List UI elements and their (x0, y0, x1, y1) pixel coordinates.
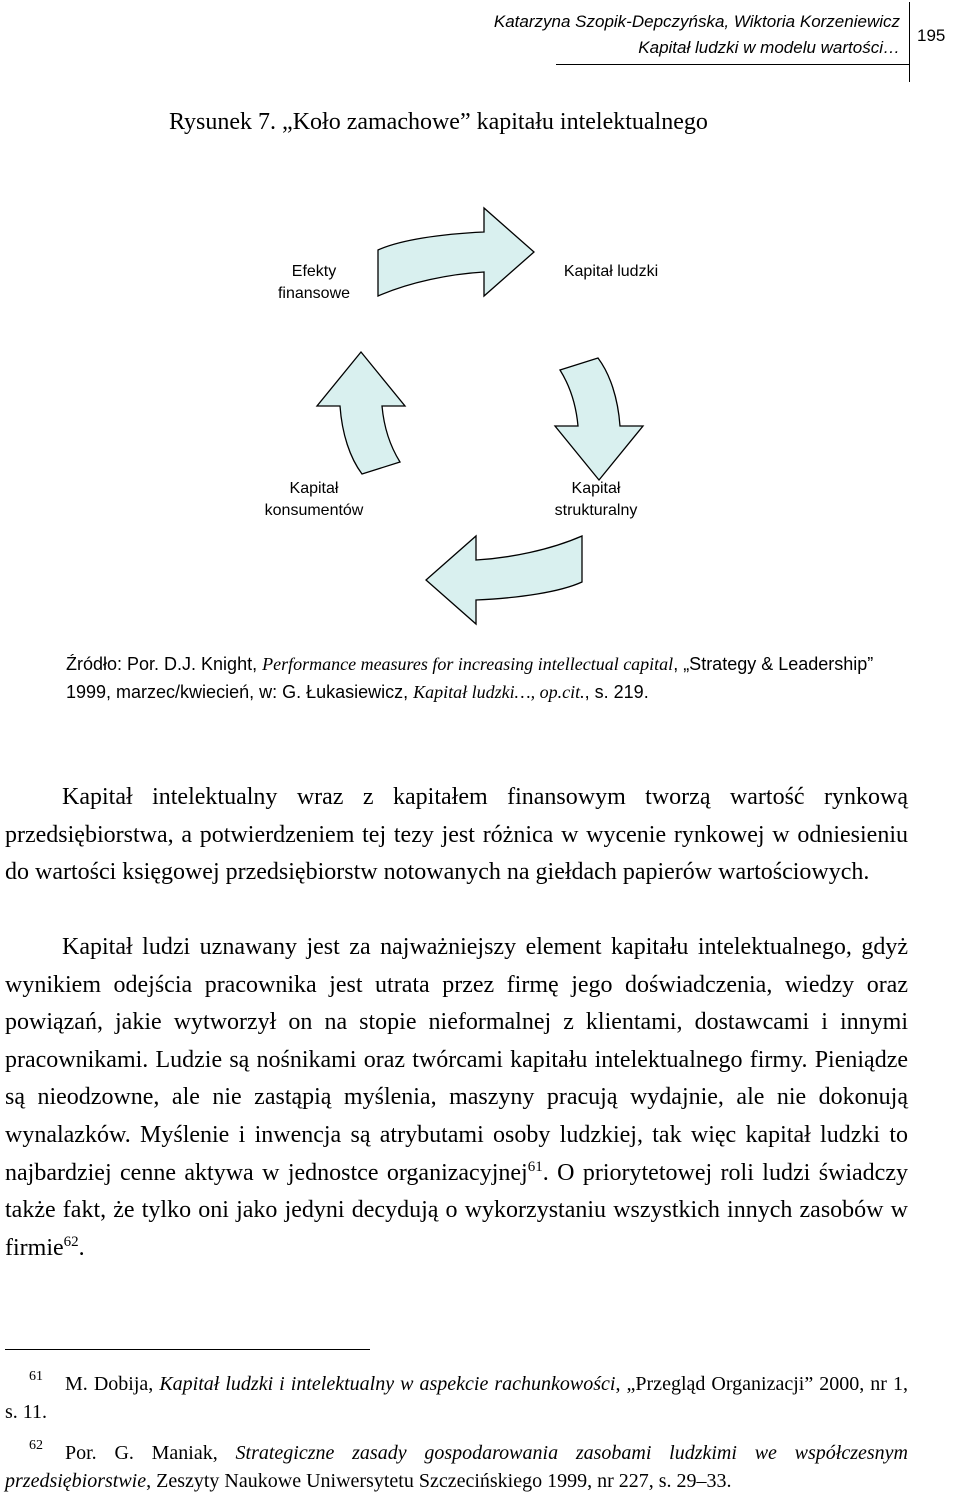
node-financial-effects: Efekty finansowe (277, 263, 351, 302)
footnote-61: 61 M. Dobija, Kapitał ludzki i intelektualny w aspekcie rachunkowości, „Przegląd Organizacji” 2000, nr 1, s. 11. (5, 1369, 908, 1423)
body-paragraph-2: Kapitał ludzi uznawany jest za najważniejszy element kapitału intelektualnego, gdyż wynikiem odejścia pracownika jest utrata przez firmę jego doświadczenia, wiedzy oraz powiązań, jakie wytworzył on na stopie nieformalnej z klientami, dostawcami i innymi pracownikami. Ludzie są nośnikami oraz twórcami kapitału intelektualnego firmy. Pieniądze są nieodzowne, ale nie zastąpią myślenia, maszyny pracują wydajnie, ale nie dokonują wynalazków. Myślenie i inwencja są atrybutami osoby ludzkiej, tak więc kapitał ludzki to najbardziej cenne aktywa w jednostce organizacyjnej$^{61}$. O priorytetowej roli ludzi świadczy także fakt, że tylko oni jako jedyni decydują o wykorzystaniu wszystkich innych zasobów w firmie$^{62}$. (5, 934, 908, 1261)
page-number: 195 (917, 26, 946, 45)
footnote-ref-61[interactable]: 61 (527, 1158, 543, 1175)
footnote-separator (5, 1349, 370, 1350)
node-human-capital: Kapitał ludzki (563, 263, 659, 280)
node-structural-capital: Kapitał strukturalny (554, 480, 638, 519)
node-customer-capital: Kapitał konsumentów (264, 480, 364, 519)
flywheel-diagram (0, 190, 960, 640)
arrow-top (378, 208, 534, 296)
running-head-title: Kapitał ludzki w modelu wartości… (638, 38, 900, 57)
body-paragraph-1: Kapitał intelektualny wraz z kapitałem finansowym tworzą wartość rynkową przedsiębiorstwa, a potwierdzeniem tej tezy jest różnica w wycenie rynkowej w odniesieniu do wartości księgowej przedsiębiorstw notowanych na giełdach papierów wartościowych. (5, 784, 908, 886)
footnote-62: 62 Por. G. Maniak, Strategiczne zasady gospodarowania zasobami ludzkimi we współczesnym przedsiębiorstwie, Zeszyty Naukowe Uniwersytetu Szczecińskiego 1999, nr 227, s. 29–33. (5, 1438, 908, 1492)
header-rule (556, 64, 909, 65)
arrow-right (555, 358, 643, 480)
figure-source: Źródło: Por. D.J. Knight, Performance measures for increasing intellectual capital, „Strategy & Leadership” 1999, marzec/kwiecień, w: G. Łukasiewicz, Kapitał ludzki…, op.cit., s. 219. (66, 654, 874, 702)
arrow-left (317, 352, 405, 474)
arrow-bottom (426, 536, 582, 624)
header-divider (909, 2, 910, 82)
footnote-ref-62[interactable]: 62 (63, 1233, 79, 1250)
figure-caption: Rysunek 7. „Koło zamachowe” kapitału intelektualnego (169, 109, 708, 135)
running-head-authors: Katarzyna Szopik-Depczyńska, Wiktoria Korzeniewicz (493, 12, 900, 31)
